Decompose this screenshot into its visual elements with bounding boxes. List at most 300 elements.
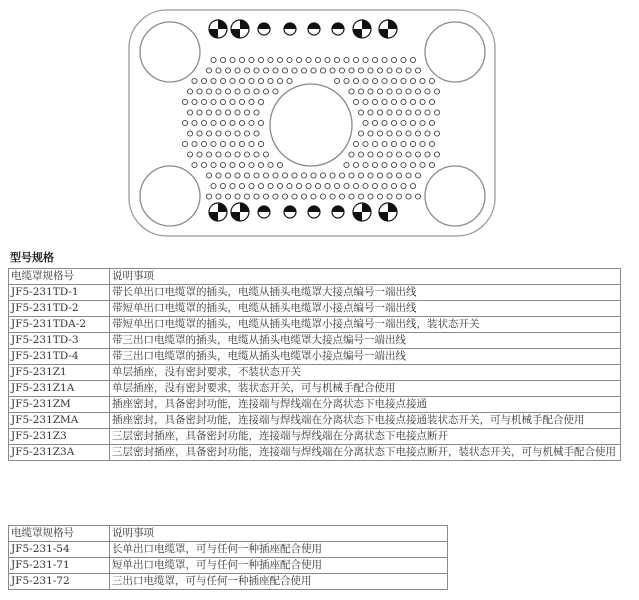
contact-pin xyxy=(235,173,240,178)
spec-description-cell: 三层密封插座，具备密封功能，连接端与焊线端在分离状态下电接点断开，装状态开关，可与机械手配合使用 xyxy=(110,445,621,461)
contact-pin xyxy=(273,194,278,199)
contact-pin xyxy=(387,173,392,178)
contact-pin xyxy=(239,141,244,146)
contact-pin xyxy=(429,78,434,83)
quartered-contact xyxy=(379,203,397,221)
spec-description-cell: 说明事项 xyxy=(110,526,448,542)
contact-pin xyxy=(391,78,396,83)
quartered-contact xyxy=(231,20,249,38)
contact-pin xyxy=(368,110,373,115)
contact-pin xyxy=(377,173,382,178)
contact-pin xyxy=(429,99,434,104)
contact-pin xyxy=(230,141,235,146)
contact-pin xyxy=(254,131,259,136)
quartered-contact xyxy=(231,203,249,221)
spec-model-cell: JF5-231-54 xyxy=(9,542,110,558)
contact-pin xyxy=(192,120,197,125)
contact-pin xyxy=(282,194,287,199)
contact-pin xyxy=(382,120,387,125)
contact-pin xyxy=(434,110,439,115)
contact-pin xyxy=(353,183,358,188)
contact-pin xyxy=(410,120,415,125)
contact-pin xyxy=(434,89,439,94)
spec-description-cell: 插座密封，具备密封功能，连接端与焊线端在分离状态下电接点接通装状态开关，可与机械手配合使用 xyxy=(110,413,621,429)
contact-pin xyxy=(282,173,287,178)
quartered-contact xyxy=(379,20,397,38)
spec-description-cell: 插座密封，具备密封功能，连接端与焊线端在分离状态下电接点接通 xyxy=(110,397,621,413)
contact-pin xyxy=(410,141,415,146)
large-contact xyxy=(258,23,270,35)
table-row xyxy=(9,301,621,317)
contact-pin xyxy=(197,152,202,157)
contact-pin xyxy=(192,162,197,167)
contact-pin xyxy=(258,162,263,167)
contact-pin xyxy=(292,173,297,178)
quartered-contact xyxy=(209,203,227,221)
contact-pin xyxy=(396,110,401,115)
contact-pin xyxy=(415,173,420,178)
contact-pin xyxy=(406,173,411,178)
contact-pin xyxy=(353,162,358,167)
spec-model-cell: JF5-231Z3 xyxy=(9,429,110,445)
contact-pin xyxy=(401,141,406,146)
contact-pin xyxy=(429,141,434,146)
contact-pin xyxy=(425,89,430,94)
quartered-contact xyxy=(353,20,371,38)
contact-pin xyxy=(239,78,244,83)
contact-pin xyxy=(296,57,301,62)
contact-pin xyxy=(410,183,415,188)
contact-pin xyxy=(235,194,240,199)
contact-pin xyxy=(425,110,430,115)
contact-pin xyxy=(230,57,235,62)
contact-pin xyxy=(315,57,320,62)
contact-pin xyxy=(296,183,301,188)
contact-pin xyxy=(339,194,344,199)
contact-pin xyxy=(225,68,230,73)
contact-pin xyxy=(239,99,244,104)
contact-pin xyxy=(368,173,373,178)
contact-pin xyxy=(344,162,349,167)
contact-pin xyxy=(434,152,439,157)
contact-pin xyxy=(320,68,325,73)
contact-pin xyxy=(220,141,225,146)
contact-pin xyxy=(358,68,363,73)
quartered-contact xyxy=(353,203,371,221)
contact-pin xyxy=(182,141,187,146)
contact-pin xyxy=(187,110,192,115)
contact-pin xyxy=(368,152,373,157)
spec-model-cell: JF5-231TD-1 xyxy=(9,285,110,301)
contact-pin xyxy=(263,173,268,178)
contact-pin xyxy=(349,194,354,199)
contact-pin xyxy=(235,68,240,73)
contact-pin xyxy=(182,120,187,125)
contact-pin xyxy=(387,89,392,94)
contact-pin xyxy=(372,57,377,62)
contact-pin xyxy=(225,131,230,136)
contact-pin xyxy=(420,141,425,146)
spec-model-cell: JF5-231Z3A xyxy=(9,445,110,461)
contact-pin xyxy=(353,57,358,62)
spec-model-cell: JF5-231ZMA xyxy=(9,413,110,429)
spec-description-cell: 三出口电缆罩，可与任何一种插座配合使用 xyxy=(110,574,448,590)
spec-model-cell: JF5-231TD-3 xyxy=(9,333,110,349)
contact-pin xyxy=(249,162,254,167)
contact-pin xyxy=(363,183,368,188)
contact-pin xyxy=(277,183,282,188)
table-row xyxy=(9,542,448,558)
contact-pin xyxy=(244,89,249,94)
contact-pin xyxy=(201,141,206,146)
contact-pin xyxy=(415,131,420,136)
contact-pin xyxy=(192,141,197,146)
contact-pin xyxy=(258,183,263,188)
spec-description-cell: 带三出口电缆罩的插头，电缆从插头电缆罩小接点编号一端出线 xyxy=(110,349,621,365)
contact-pin xyxy=(235,152,240,157)
contact-pin xyxy=(349,152,354,157)
contact-pin xyxy=(372,141,377,146)
contact-pin xyxy=(358,110,363,115)
contact-pin xyxy=(277,57,282,62)
table-row xyxy=(9,365,621,381)
contact-pin xyxy=(387,110,392,115)
contact-pin xyxy=(216,131,221,136)
contact-pin xyxy=(406,194,411,199)
contact-pin xyxy=(201,120,206,125)
contact-pin xyxy=(249,141,254,146)
contact-pin xyxy=(363,57,368,62)
contact-pin xyxy=(201,162,206,167)
large-contact xyxy=(258,206,270,218)
contact-pin xyxy=(406,131,411,136)
contact-pin xyxy=(358,173,363,178)
contact-pin xyxy=(206,110,211,115)
contact-pin xyxy=(391,99,396,104)
contact-pin xyxy=(382,141,387,146)
contact-pin xyxy=(396,152,401,157)
contact-pin xyxy=(315,183,320,188)
contact-pin xyxy=(334,183,339,188)
contact-pin xyxy=(197,89,202,94)
contact-pin xyxy=(334,78,339,83)
spec-model-cell: JF5-231-71 xyxy=(9,558,110,574)
contact-pin xyxy=(344,78,349,83)
contact-pin xyxy=(258,57,263,62)
spec-model-cell: JF5-231Z1 xyxy=(9,365,110,381)
contact-pin xyxy=(363,120,368,125)
contact-pin xyxy=(372,183,377,188)
contact-pin xyxy=(363,162,368,167)
contact-pin xyxy=(396,68,401,73)
spec-description-cell: 长单出口电缆罩，可与任何一种插座配合使用 xyxy=(110,542,448,558)
contact-pin xyxy=(206,89,211,94)
contact-pin xyxy=(363,99,368,104)
contact-pin xyxy=(415,89,420,94)
contact-pin xyxy=(382,57,387,62)
table-header-row xyxy=(9,269,621,285)
contact-pin xyxy=(235,89,240,94)
section-title: 型号规格 xyxy=(10,251,54,264)
contact-pin xyxy=(363,78,368,83)
spec-model-cell: JF5-231TDA-2 xyxy=(9,317,110,333)
contact-pin xyxy=(244,110,249,115)
contact-pin xyxy=(401,78,406,83)
contact-pin xyxy=(230,162,235,167)
spec-description-cell: 说明事项 xyxy=(110,269,621,285)
contact-pin xyxy=(239,120,244,125)
contact-pin xyxy=(197,131,202,136)
contact-pin xyxy=(239,57,244,62)
contact-pin xyxy=(263,89,268,94)
quartered-contact xyxy=(209,20,227,38)
contact-pin xyxy=(320,194,325,199)
spec-model-cell: JF5-231-72 xyxy=(9,574,110,590)
contact-pin xyxy=(254,173,259,178)
contact-pin xyxy=(358,194,363,199)
contact-pin xyxy=(368,89,373,94)
contact-pin xyxy=(353,141,358,146)
spec-description-cell: 带短单出口电缆罩的插头，电缆从插头电缆罩小接点编号一端出线，装状态开关 xyxy=(110,317,621,333)
contact-pin xyxy=(349,89,354,94)
contact-pin xyxy=(387,131,392,136)
large-contact xyxy=(308,23,320,35)
contact-pin xyxy=(273,89,278,94)
contact-pin xyxy=(406,68,411,73)
contact-pin xyxy=(420,78,425,83)
spec-description-cell: 带三出口电缆罩的插头，电缆从插头电缆罩大接点编号一端出线 xyxy=(110,333,621,349)
contact-pin xyxy=(368,194,373,199)
mount-hole-top-right xyxy=(425,22,485,82)
contact-pin xyxy=(225,110,230,115)
contact-pin xyxy=(349,68,354,73)
contact-pin xyxy=(282,68,287,73)
contact-pin xyxy=(377,131,382,136)
contact-pin xyxy=(353,99,358,104)
spec-description-cell: 短单出口电缆罩，可与任何一种插座配合使用 xyxy=(110,558,448,574)
contact-pin xyxy=(377,89,382,94)
contact-pin xyxy=(306,57,311,62)
contact-pin xyxy=(320,173,325,178)
contact-pin xyxy=(273,173,278,178)
contact-pin xyxy=(201,99,206,104)
contact-pin xyxy=(292,194,297,199)
contact-pin xyxy=(301,173,306,178)
contact-pin xyxy=(387,68,392,73)
contact-pin xyxy=(239,162,244,167)
contact-pin xyxy=(211,162,216,167)
contact-pin xyxy=(254,89,259,94)
table-row xyxy=(9,445,621,461)
contact-pin xyxy=(429,120,434,125)
contact-pin xyxy=(363,141,368,146)
spec-model-cell: 电缆罩规格号 xyxy=(9,269,110,285)
contact-pin xyxy=(192,78,197,83)
contact-pin xyxy=(415,152,420,157)
contact-pin xyxy=(387,194,392,199)
mount-hole-top-left xyxy=(140,22,200,82)
table-row xyxy=(9,429,621,445)
contact-pin xyxy=(406,152,411,157)
spec-description-cell: 单层插座，没有密封要求，装状态开关，可与机械手配合使用 xyxy=(110,381,621,397)
contact-pin xyxy=(258,120,263,125)
contact-pin xyxy=(372,162,377,167)
contact-pin xyxy=(230,183,235,188)
contact-pin xyxy=(330,173,335,178)
contact-pin xyxy=(182,99,187,104)
contact-pin xyxy=(434,131,439,136)
contact-pin xyxy=(230,99,235,104)
contact-pin xyxy=(311,194,316,199)
contact-pin xyxy=(244,68,249,73)
contact-pin xyxy=(377,68,382,73)
contact-pin xyxy=(187,131,192,136)
table-row xyxy=(9,558,448,574)
connector-face-diagram xyxy=(0,0,639,240)
large-contact xyxy=(284,206,296,218)
table-row xyxy=(9,413,621,429)
contact-pin xyxy=(220,57,225,62)
contact-pin xyxy=(211,183,216,188)
contact-pin xyxy=(372,99,377,104)
spec-description-cell: 单层插座，没有密封要求，不装状态开关 xyxy=(110,365,621,381)
contact-pin xyxy=(225,173,230,178)
contact-pin xyxy=(263,194,268,199)
contact-pin xyxy=(244,152,249,157)
contact-pin xyxy=(368,131,373,136)
contact-pin xyxy=(254,110,259,115)
contact-pin xyxy=(377,110,382,115)
contact-pin xyxy=(401,162,406,167)
contact-pin xyxy=(382,99,387,104)
contact-pin xyxy=(358,152,363,157)
contact-pin xyxy=(244,173,249,178)
contact-pin xyxy=(287,183,292,188)
contact-pin xyxy=(258,141,263,146)
contact-pin xyxy=(216,152,221,157)
contact-pin xyxy=(268,78,273,83)
table-header-row xyxy=(9,526,448,542)
contact-pin xyxy=(220,120,225,125)
contact-pin xyxy=(391,120,396,125)
contact-pin xyxy=(249,57,254,62)
contact-pin xyxy=(206,68,211,73)
contact-pin xyxy=(244,194,249,199)
contact-pin xyxy=(197,110,202,115)
table-row xyxy=(9,349,621,365)
spec-description-cell: 带短单出口电缆罩的插头，电缆从插头电缆罩小接点编号一端出线 xyxy=(110,301,621,317)
table-row xyxy=(9,397,621,413)
contact-pin xyxy=(415,68,420,73)
contact-pin xyxy=(401,57,406,62)
contact-pin xyxy=(225,194,230,199)
contact-pin xyxy=(225,152,230,157)
contact-pin xyxy=(391,162,396,167)
contact-pin xyxy=(287,78,292,83)
contact-pin xyxy=(311,173,316,178)
contact-pin xyxy=(429,162,434,167)
contact-pin xyxy=(410,99,415,104)
contact-pin xyxy=(216,194,221,199)
contact-pin xyxy=(249,78,254,83)
contact-pin xyxy=(220,183,225,188)
contact-pin xyxy=(391,141,396,146)
large-contact xyxy=(332,23,344,35)
contact-pin xyxy=(330,68,335,73)
contact-pin xyxy=(391,57,396,62)
contact-pin xyxy=(211,99,216,104)
contact-pin xyxy=(425,152,430,157)
spec-model-cell: JF5-231Z1A xyxy=(9,381,110,397)
contact-pin xyxy=(349,173,354,178)
contact-pin xyxy=(230,120,235,125)
contact-pin xyxy=(410,162,415,167)
contact-pin xyxy=(396,173,401,178)
contact-pin xyxy=(325,57,330,62)
contact-pin xyxy=(211,78,216,83)
contact-pin xyxy=(382,183,387,188)
spec-description-cell: 三层密封插座，具备密封功能，连接端与焊线端在分离状态下电接点断开 xyxy=(110,429,621,445)
contact-pin xyxy=(268,183,273,188)
contact-pin xyxy=(420,120,425,125)
contact-pin xyxy=(396,89,401,94)
contact-pin xyxy=(372,120,377,125)
contact-pin xyxy=(192,99,197,104)
contact-pin xyxy=(382,78,387,83)
contact-pin xyxy=(330,194,335,199)
contact-pin xyxy=(201,78,206,83)
contact-pin xyxy=(353,78,358,83)
contact-pin xyxy=(220,78,225,83)
contact-pin xyxy=(235,131,240,136)
contact-pin xyxy=(415,194,420,199)
contact-pin xyxy=(254,194,259,199)
contact-pin xyxy=(206,173,211,178)
contact-pin xyxy=(334,57,339,62)
contact-pin xyxy=(216,110,221,115)
contact-pin xyxy=(211,141,216,146)
contact-pin xyxy=(187,152,192,157)
contact-pin xyxy=(382,162,387,167)
contact-pin xyxy=(244,131,249,136)
contact-pin xyxy=(254,68,259,73)
contact-pin xyxy=(249,99,254,104)
contact-pin xyxy=(420,162,425,167)
contact-pin xyxy=(249,120,254,125)
contact-pin xyxy=(268,162,273,167)
contact-pin xyxy=(301,194,306,199)
spec-model-cell: JF5-231TD-4 xyxy=(9,349,110,365)
contact-pin xyxy=(301,68,306,73)
contact-pin xyxy=(358,131,363,136)
contact-pin xyxy=(254,152,259,157)
contact-pin xyxy=(258,78,263,83)
contact-pin xyxy=(377,194,382,199)
spec-model-cell: JF5-231TD-2 xyxy=(9,301,110,317)
contact-pin xyxy=(391,183,396,188)
contact-pin xyxy=(410,78,415,83)
contact-pin xyxy=(406,89,411,94)
contact-pin xyxy=(206,131,211,136)
contact-pin xyxy=(220,99,225,104)
contact-pin xyxy=(263,68,268,73)
spec-model-cell: JF5-231ZM xyxy=(9,397,110,413)
contact-pin xyxy=(287,57,292,62)
contact-pin xyxy=(387,152,392,157)
table-row xyxy=(9,381,621,397)
contact-pin xyxy=(420,99,425,104)
contact-pin xyxy=(235,110,240,115)
